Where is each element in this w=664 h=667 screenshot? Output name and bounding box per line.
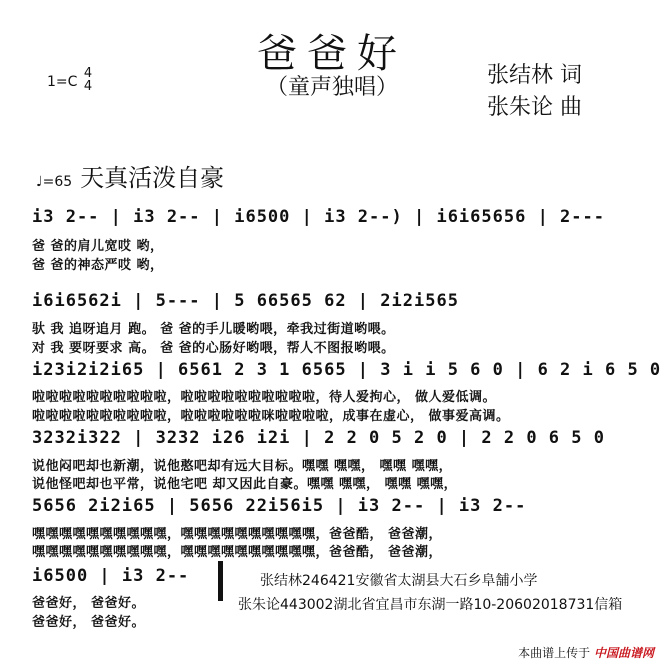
page-subtitle: （童声独唱） (265, 75, 398, 100)
time-signature-bottom: 4 (83, 79, 93, 94)
lyric-line-4b: 说他怪吧却也平常，说他宅吧 却又因此自豪。嘿嘿 嘿嘿， 嘿嘿 嘿嘿， (32, 477, 458, 492)
score-line-1: i3 2-- | i3 2-- | i6500 | i3 2--) | i6i65656 | 2--- (32, 207, 605, 227)
score-line-6: i6500 | i3 2-- (32, 566, 190, 586)
score-line-3: i23i2i2i65 | 6561 2 3 1 6565 | 3 i i 5 6 0 | 6 2 i 6 5 0 (32, 360, 662, 380)
composer-credit: 张朱论 曲 (487, 95, 582, 120)
lyric-line-1b: 爸 爸的神态严哎 哟， (32, 258, 164, 273)
lyric-line-3a: 啦啦啦啦啦啦啦啦啦啦，啦啦啦啦啦啦啦啦啦啦，待人爱拘心， 做人爱低调。 (32, 390, 497, 405)
lyric-line-2b: 对 我 要呀要求 高。 爸 爸的心肠好哟喂，帮人不图报哟喂。 (32, 341, 395, 356)
contact-composer: 张朱论443002湖北省宜昌市东湖一路10-20602018731信箱 (238, 597, 623, 613)
score-line-2: i6i6562i | 5--- | 5 66565 62 | 2i2i565 (32, 291, 459, 311)
tempo-expression: 天真活泼自豪 (80, 164, 225, 192)
lyricist-credit: 张结林 词 (487, 63, 582, 88)
lyric-line-3b: 啦啦啦啦啦啦啦啦啦啦，啦啦啦啦啦啦咪啦啦啦啦，成事在虚心， 做事爱高调。 (32, 409, 510, 424)
tempo-marking (36, 158, 224, 193)
final-barline (218, 561, 223, 601)
page-title: 爸爸好 (257, 31, 407, 77)
lyric-line-4a: 说他闷吧却也新潮，说他憨吧却有远大目标。嘿嘿 嘿嘿， 嘿嘿 嘿嘿， (32, 459, 453, 474)
contact-lyricist: 张结林246421安徽省太湖县大石乡阜舗小学 (260, 573, 538, 589)
lyric-line-5a: 嘿嘿嘿嘿嘿嘿嘿嘿嘿嘿，嘿嘿嘿嘿嘿嘿嘿嘿嘿嘿，爸爸酷， 爸爸潮， (32, 527, 443, 542)
site-logo[interactable]: 中国曲谱网 (593, 646, 654, 660)
footer-text: 本曲谱上传于 (518, 646, 591, 660)
lyric-line-2a: 驮 我 追呀追月 跑。 爸 爸的手儿暖哟喂，牵我过街道哟喂。 (32, 322, 395, 337)
score-line-4: 3232i322 | 3232 i26 i2i | 2 2 0 5 2 0 | 2 2 0 6 5 0 (32, 428, 605, 448)
footer-credit (518, 644, 654, 661)
lyric-line-1a: 爸 爸的肩儿宽哎 哟， (32, 239, 164, 254)
time-signature-top: 4 (83, 66, 93, 81)
lyric-line-6a: 爸爸好， 爸爸好。 (32, 596, 146, 611)
time-signature (82, 67, 94, 93)
lyric-line-5b: 嘿嘿嘿嘿嘿嘿嘿嘿嘿嘿，嘿嘿嘿嘿嘿嘿嘿嘿嘿嘿，爸爸酷， 爸爸潮， (32, 545, 443, 560)
tempo-mark: ♩=65 (36, 174, 73, 190)
score-line-5: 5656 2i2i65 | 5656 22i56i5 | i3 2-- | i3 2-- (32, 496, 527, 516)
key-signature: 1=C (47, 74, 78, 90)
lyric-line-6b: 爸爸好， 爸爸好。 (32, 615, 146, 630)
